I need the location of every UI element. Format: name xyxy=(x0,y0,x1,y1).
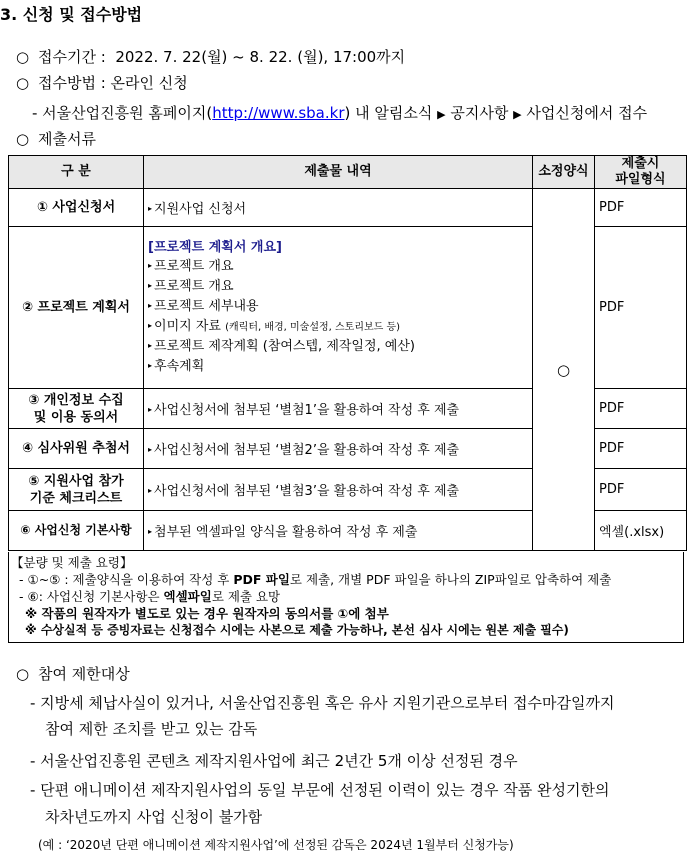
arrow-right-icon: ▶ xyxy=(513,108,522,121)
header-form: 소정양식 xyxy=(533,156,595,189)
restriction-3-cont: 차차년도까지 사업 신청이 불가함 xyxy=(45,808,263,826)
restrictions-title: 참여 제한대상 xyxy=(38,665,130,683)
method-step3: 사업신청에서 접수 xyxy=(526,104,648,122)
restriction-example: (예 : ‘2020년 단편 애니메이션 제작지원사업’에 선정된 감독은 2024년 1월부터 신청가능) xyxy=(38,838,514,852)
triangle-bullet-icon: ▸ xyxy=(148,321,153,330)
row-format: PDF xyxy=(595,227,687,389)
list-item: ▸ 프로젝트 세부내용 xyxy=(148,299,259,314)
documents-table xyxy=(8,155,687,551)
header-category: 구 분 xyxy=(9,156,144,189)
row-format: PDF xyxy=(595,189,687,227)
table-row xyxy=(9,189,687,227)
restriction-2: - 서울산업진흥원 콘텐츠 제작지원사업에 최근 2년간 5개 이상 선정된 경우 xyxy=(30,752,518,770)
triangle-bullet-icon: ▸ xyxy=(148,341,153,350)
restriction-1: - 지방세 체납사실이 있거나, 서울산업진흥원 혹은 유사 지원기관으로부터 접수마감일까지 xyxy=(30,694,615,712)
method-line xyxy=(16,72,188,93)
row-format: PDF xyxy=(595,389,687,429)
row-category: ④ 심사위원 추첨서 xyxy=(9,429,144,469)
row-category: ③ 개인정보 수집 및 이용 동의서 xyxy=(9,389,144,429)
circle-bullet-icon: ○ xyxy=(16,665,30,683)
note-evidence: ※ 수상실적 등 증빙자료는 신청접수 시에는 사본으로 제출 가능하나, 본선 심사 시에는 원본 제출 필수) xyxy=(25,623,569,637)
section-heading: 3. 신청 및 접수방법 xyxy=(0,5,143,24)
method-step2: 공지사항 xyxy=(450,104,509,122)
note-consent: ※ 작품의 원작자가 별도로 있는 경우 원작자의 동의서를 ①에 첨부 xyxy=(25,606,389,621)
method-suffix: ) 내 알림소식 xyxy=(344,104,433,122)
triangle-bullet-icon: ▸ xyxy=(148,527,153,536)
period-value: 2022. 7. 22(월) ~ 8. 22. (월), 17:00까지 xyxy=(115,48,406,66)
triangle-bullet-icon: ▸ xyxy=(148,301,153,310)
triangle-bullet-icon: ▸ xyxy=(148,281,153,290)
row-category: ① 사업신청서 xyxy=(9,189,144,227)
note-excel: - ⑥: 사업신청 기본사항은 엑셀파일로 제출 요망 xyxy=(19,589,281,604)
row-items xyxy=(144,227,533,389)
row-category: ⑥ 사업신청 기본사항 xyxy=(9,511,144,551)
method-detail-line xyxy=(32,102,647,123)
circle-bullet-icon: ○ xyxy=(16,48,30,66)
row-item: ▸ 사업신청서에 첨부된 ‘별첨3’을 활용하여 작성 후 제출 xyxy=(144,469,533,511)
notes-box xyxy=(8,552,684,643)
restriction-3: - 단편 애니메이션 제작지원사업의 동일 부문에 선정된 이력이 있는 경우 작품 완성기한의 xyxy=(30,781,610,799)
triangle-bullet-icon: ▸ xyxy=(148,261,153,270)
row-format: PDF xyxy=(595,469,687,511)
docs-title-line xyxy=(16,128,96,149)
method-prefix: - 서울산업진흥원 홈페이지( xyxy=(32,104,213,122)
row-category: ② 프로젝트 계획서 xyxy=(9,227,144,389)
row-format: PDF xyxy=(595,429,687,469)
row-item: ▸ 지원사업 신청서 xyxy=(144,189,533,227)
docs-title: 제출서류 xyxy=(38,130,96,148)
row-category: ⑤ 지원사업 참가 기준 체크리스트 xyxy=(9,469,144,511)
row-item: ▸ 첨부된 엑셀파일 양식을 활용하여 작성 후 제출 xyxy=(144,511,533,551)
period-label: 접수기간 : xyxy=(38,48,106,66)
triangle-bullet-icon: ▸ xyxy=(148,486,153,495)
plan-subhead: [프로젝트 계획서 개요] xyxy=(148,240,282,255)
method-label: 접수방법 : 온라인 신청 xyxy=(38,74,188,92)
form-check-cell: ○ xyxy=(533,189,595,551)
restrictions-title-line xyxy=(16,663,130,684)
header-items: 제출물 내역 xyxy=(144,156,533,189)
list-item: ▸ 후속계획 xyxy=(148,359,205,374)
sba-link[interactable]: http://www.sba.kr xyxy=(212,104,345,122)
triangle-bullet-icon: ▸ xyxy=(148,204,153,213)
note-pdf: - ①~⑤ : 제출양식을 이용하여 작성 후 PDF 파일로 제출, 개별 PDF 파일을 하나의 ZIP파일로 압축하여 제출 xyxy=(19,572,612,587)
header-file-format: 제출시 파일형식 xyxy=(595,156,687,189)
period-line xyxy=(16,46,405,67)
row-item: ▸ 사업신청서에 첨부된 ‘별첨2’을 활용하여 작성 후 제출 xyxy=(144,429,533,469)
list-item: ▸ 프로젝트 제작계획 (참여스텝, 제작일정, 예산) xyxy=(148,339,415,354)
circle-bullet-icon: ○ xyxy=(16,130,30,148)
row-format: 엑셀(.xlsx) xyxy=(595,511,687,551)
table-header-row xyxy=(9,156,687,189)
triangle-bullet-icon: ▸ xyxy=(148,405,153,414)
list-item: ▸ 이미지 자료 (캐릭터, 배경, 미술설정, 스토리보드 등) xyxy=(148,319,401,334)
notes-title: 【분량 및 제출 요령】 xyxy=(11,555,133,570)
list-item: ▸ 프로젝트 개요 xyxy=(148,259,234,274)
arrow-right-icon: ▶ xyxy=(437,108,446,121)
triangle-bullet-icon: ▸ xyxy=(148,445,153,454)
list-item: ▸ 프로젝트 개요 xyxy=(148,279,234,294)
circle-bullet-icon: ○ xyxy=(16,74,30,92)
row-item: ▸ 사업신청서에 첨부된 ‘별첨1’을 활용하여 작성 후 제출 xyxy=(144,389,533,429)
restriction-1-cont: 참여 제한 조치를 받고 있는 감독 xyxy=(45,720,258,738)
triangle-bullet-icon: ▸ xyxy=(148,361,153,370)
